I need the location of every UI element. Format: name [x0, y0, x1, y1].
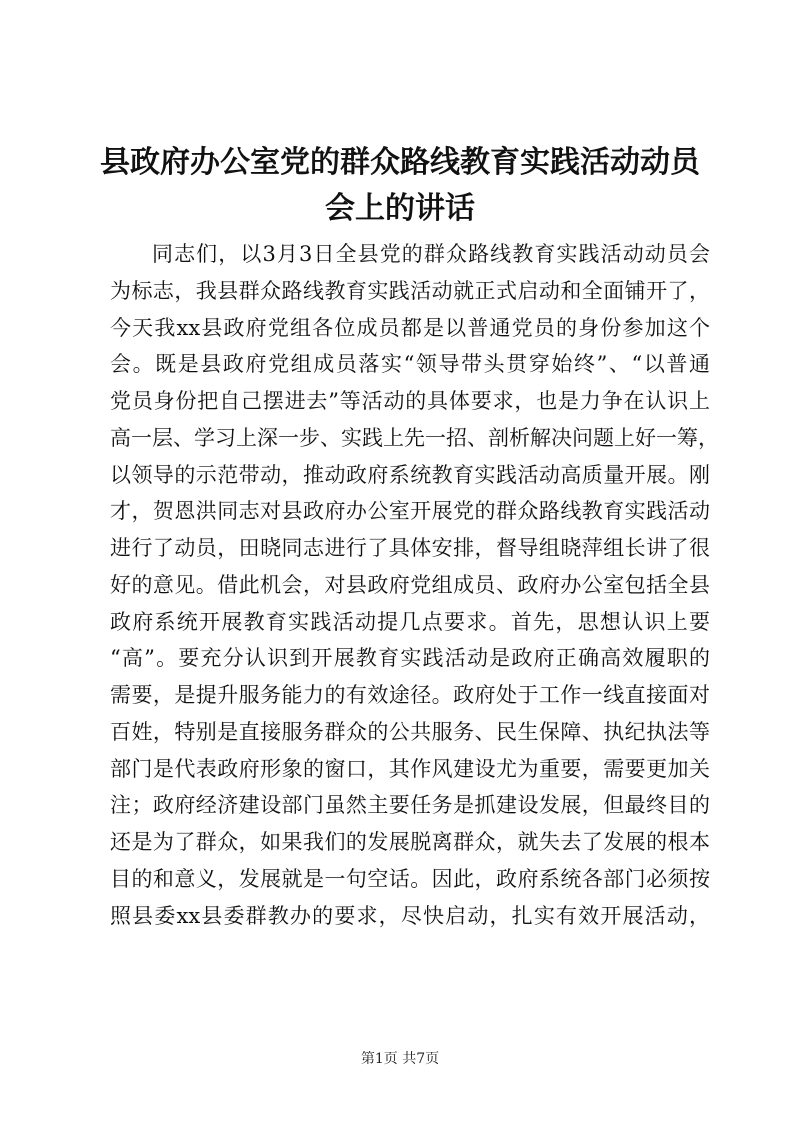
document-title — [100, 140, 700, 232]
body-line: 目的和意义，发展就是一句空话。因此，政府系统各部门必须按 — [110, 866, 710, 891]
body-line: “高”。要充分认识到开展教育实践活动是政府正确高效履职的 — [110, 646, 710, 671]
body-line: 还是为了群众，如果我们的发展脱离群众，就失去了发展的根本 — [110, 830, 710, 854]
body-line: 好的意见。借此机会，对县政府党组成员、政府办公室包括全县 — [110, 572, 710, 597]
body-line: 为标志，我县群众路线教育实践活动就正式启动和全面铺开了， — [110, 278, 710, 303]
body-line: 百姓，特别是直接服务群众的公共服务、民生保障、执纪执法等 — [110, 719, 710, 744]
title-line-2: 会上的讲话 — [325, 191, 475, 226]
body-line: 注；政府经济建设部门虽然主要任务是抓建设发展，但最终目的 — [110, 793, 710, 818]
body-line: 以领导的示范带动，推动政府系统教育实践活动高质量开展。刚 — [110, 462, 710, 487]
body-line: 部门是代表政府形象的窗口，其作风建设尤为重要，需要更加关 — [110, 756, 710, 781]
body-line: 今天我xx县政府党组各位成员都是以普通党员的身份参加这个 — [110, 315, 710, 340]
body-line: 会。既是县政府党组成员落实“领导带头贯穿始终”、“以普通 — [110, 352, 710, 377]
page-footer: 第1页 共7页 — [360, 1051, 440, 1067]
title-line-1: 县政府办公室党的群众路线教育实践活动动员 — [100, 145, 700, 180]
body-line: 需要，是提升服务能力的有效途径。政府处于工作一线直接面对 — [110, 683, 710, 707]
speech-body — [110, 236, 719, 934]
body-line: 高一层、学习上深一步、实践上先一招、剖析解决问题上好一筹， — [110, 425, 719, 450]
body-line: 同志们，以3月3日全县党的群众路线教育实践活动动员会 — [152, 242, 710, 266]
body-line: 照县委xx县委群教办的要求，尽快启动，扎实有效开展活动， — [110, 903, 710, 928]
body-line: 进行了动员，田晓同志进行了具体安排，督导组晓萍组长讲了很 — [110, 536, 710, 560]
body-line: 才，贺恩洪同志对县政府办公室开展党的群众路线教育实践活动 — [110, 499, 710, 524]
body-line: 党员身份把自己摆进去”等活动的具体要求，也是力争在认识上 — [110, 389, 710, 413]
body-line: 政府系统开展教育实践活动提几点要求。首先，思想认识上要 — [110, 609, 710, 634]
